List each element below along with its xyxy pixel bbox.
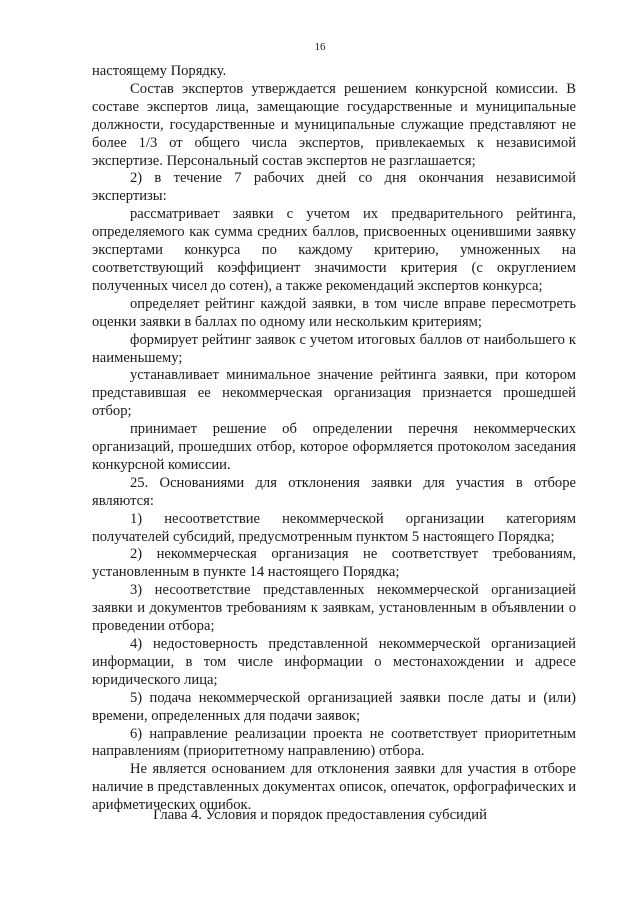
- chapter-title: Глава 4. Условия и порядок предоставления субсидий: [153, 807, 487, 823]
- paragraph: 4) недостоверность представленной некоммерческой организацией информации, в том числе информации о местонахождении и адресе юридического лица;: [92, 636, 576, 688]
- paragraph: 2) некоммерческая организация не соответствует требованиям, установленным в пункте 14 настоящего Порядка;: [92, 546, 576, 581]
- document-body: [92, 63, 576, 815]
- paragraph: устанавливает минимальное значение рейтинга заявки, при котором представившая ее некоммерческая организация признается прошедшей отбор;: [92, 367, 576, 420]
- paragraph: определяет рейтинг каждой заявки, в том числе вправе пересмотреть оценки заявки в баллах по одному или нескольким критериям;: [92, 295, 576, 330]
- paragraph: настоящему Порядку.: [92, 63, 227, 79]
- paragraph: 5) подача некоммерческой организацией заявки после даты и (или) времени, определенных для подачи заявок;: [92, 689, 576, 724]
- paragraph: принимает решение об определении перечня некоммерческих организаций, прошедших отбор, которое оформляется протоколом заседания конкурсной комиссии.: [92, 421, 576, 473]
- paragraph: 3) несоответствие представленных некоммерческой организацией заявки и документов требованиям к заявкам, установленным в объявлении о проведении отбора;: [92, 582, 576, 635]
- paragraph: 2) в течение 7 рабочих дней со дня окончания независимой экспертизы:: [92, 170, 576, 205]
- paragraph: Состав экспертов утверждается решением конкурсной комиссии. В составе экспертов лица, замещающие государственные и муниципальные должности, государственные и муниципальные служащие представляют не более 1/3 от общего числа экспертов, привлекаемых к независимой экспертизе. Персональный состав экспертов не разглашается;: [92, 80, 576, 169]
- paragraph: 1) несоответствие некоммерческой организации категориям получателей субсидий, предусмотренным пунктом 5 настоящего Порядка;: [92, 510, 576, 545]
- paragraph: 6) направление реализации проекта не соответствует приоритетным направлениям (приоритетному направлению) отбора.: [92, 725, 576, 760]
- paragraph: рассматривает заявки с учетом их предварительного рейтинга, определяемого как сумма средних баллов, присвоенных оценившими заявку экспертами конкурса по каждому критерию, умноженных на соответствующий коэффициент значимости критерия (с округлением полученных чисел до сотен), а также рекомендаций экспертов конкурса;: [92, 206, 576, 294]
- paragraph: 25. Основаниями для отклонения заявки для участия в отборе являются:: [92, 474, 576, 509]
- paragraph: формирует рейтинг заявок с учетом итоговых баллов от наибольшего к наименьшему;: [92, 331, 576, 366]
- paragraph: Не является основанием для отклонения заявки для участия в отборе наличие в представленных документах описок, опечаток, орфографических и арифметических ошибок.: [92, 761, 576, 814]
- page-number: 16: [314, 41, 326, 53]
